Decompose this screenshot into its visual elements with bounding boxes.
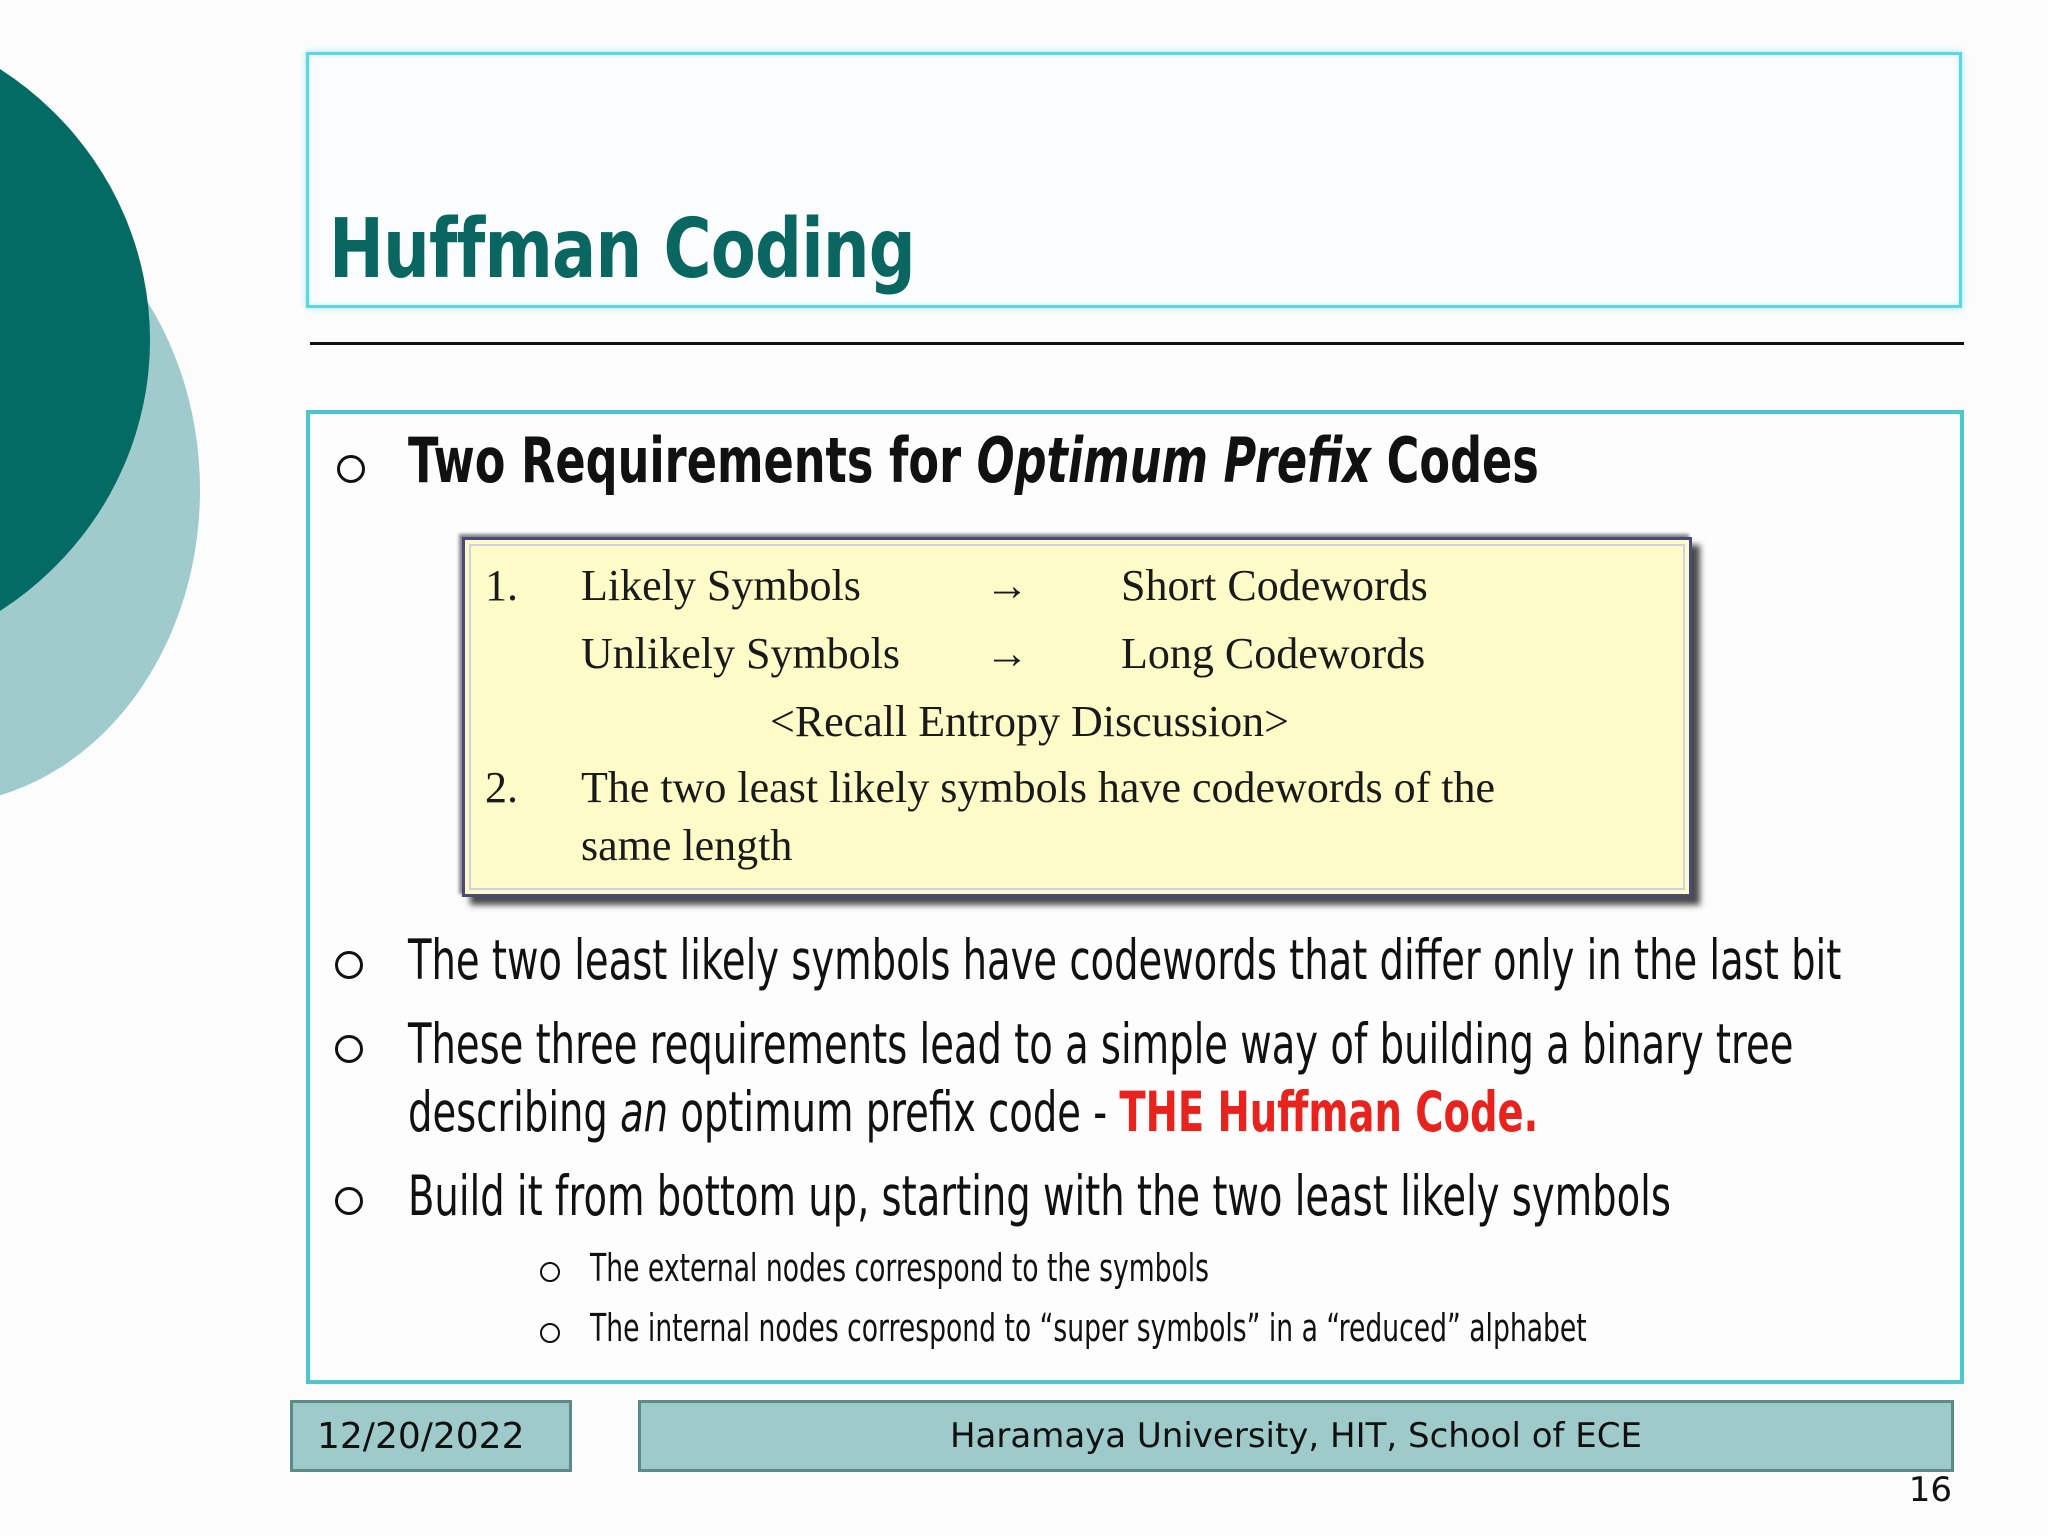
req2-number: 2. [485, 763, 518, 812]
footer-institution: Haramaya University, HIT, School of ECE [638, 1400, 1954, 1472]
page-number: 16 [1908, 1470, 1952, 1510]
arrow-icon: → [985, 561, 1029, 610]
bullet-icon [335, 951, 363, 979]
sub-bullet-internal-nodes: The internal nodes correspond to “super symbols” in a “reduced” alphabet [590, 1306, 1587, 1350]
title-divider [310, 342, 1964, 345]
req2-line1: The two least likely symbols have codewords of the [581, 763, 1496, 812]
req1-unlikely-symbols: Unlikely Symbols [581, 629, 901, 678]
req1-number: 1. [485, 561, 518, 610]
slide-title: Huffman Coding [329, 202, 915, 297]
sub-bullet-icon [540, 1262, 560, 1282]
title-box [306, 52, 1962, 308]
huffman-code-highlight: THE Huffman Code. [1119, 1080, 1539, 1144]
bullet-differ-last-bit: The two least likely symbols have codewords that differ only in the last bit [408, 928, 1842, 992]
bullet-icon [335, 1035, 363, 1063]
sub-bullet-external-nodes: The external nodes correspond to the symbols [590, 1246, 1210, 1290]
bullet-icon [335, 1187, 363, 1215]
req1-long-codewords: Long Codewords [1121, 629, 1426, 678]
req1-likely-symbols: Likely Symbols [581, 561, 861, 610]
sub-bullet-icon [540, 1323, 560, 1343]
bullet-three-requirements-line1: These three requirements lead to a simple way of building a binary tree [408, 1012, 1794, 1076]
bullet-heading-icon [337, 455, 365, 483]
bullet-build-bottom-up: Build it from bottom up, starting with the two least likely symbols [408, 1164, 1671, 1228]
requirements-heading: Two Requirements for Optimum Prefix Codes [408, 424, 1539, 497]
req1-short-codewords: Short Codewords [1121, 561, 1428, 610]
arrow-icon: → [985, 629, 1029, 678]
bullet-three-requirements-line2: describing an optimum prefix code - THE Huffman Code. [408, 1080, 1539, 1144]
requirements-box [462, 537, 1692, 897]
req2-line2: same length [581, 821, 793, 870]
recall-note: <Recall Entropy Discussion> [770, 697, 1289, 746]
footer-date: 12/20/2022 [290, 1400, 572, 1472]
